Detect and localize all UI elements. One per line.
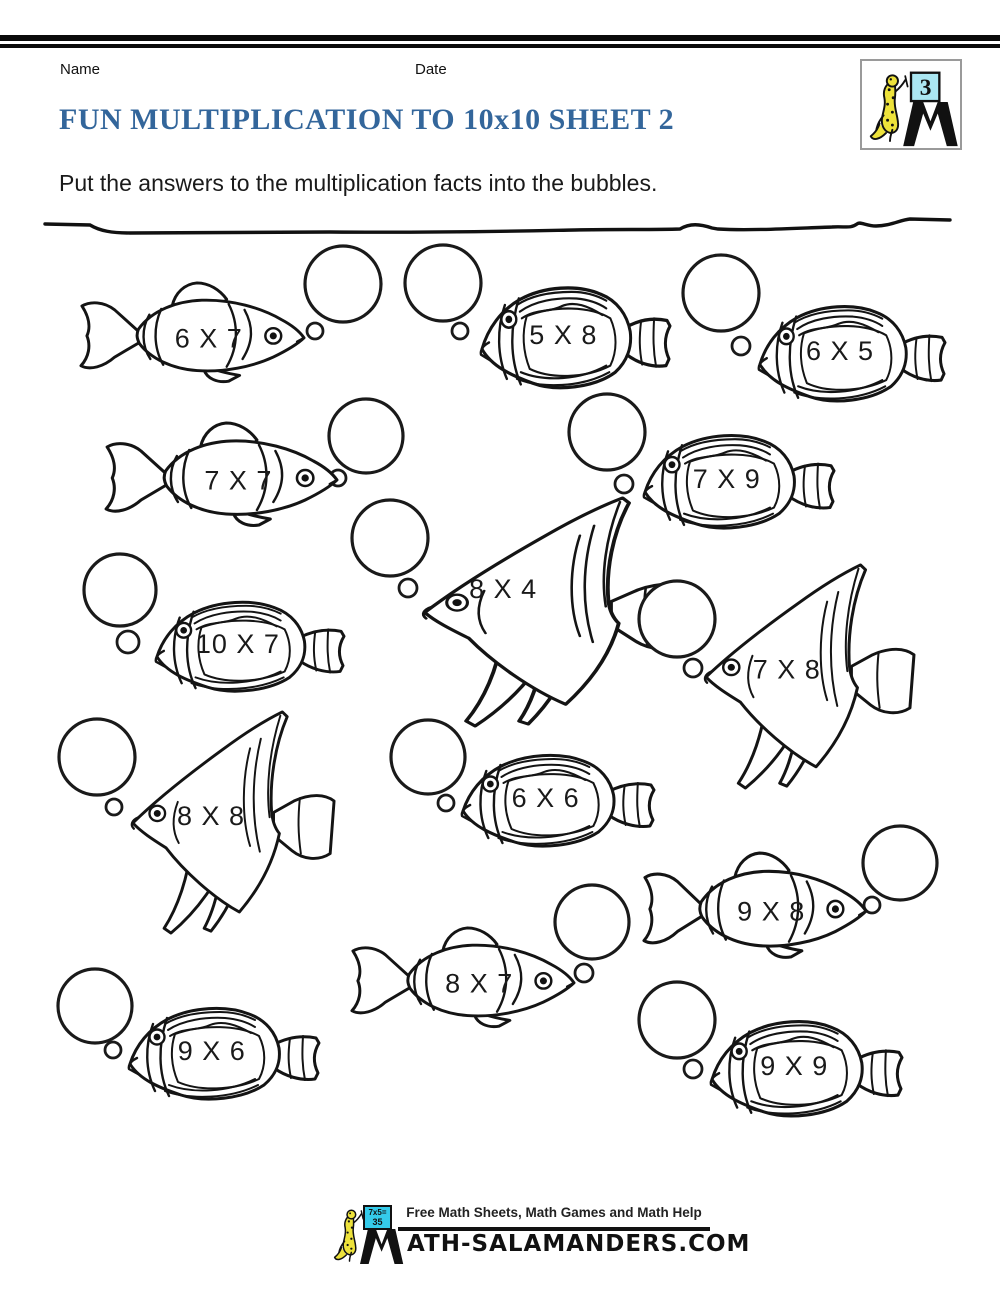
fish-10x7	[84, 554, 344, 691]
fish-8x7	[352, 885, 629, 1027]
small-bubble	[684, 1060, 702, 1078]
fact-label-9x6: 9 X 6	[177, 1036, 246, 1066]
grade-number: 3	[919, 75, 932, 102]
small-bubble	[307, 323, 323, 339]
answer-bubble-6x5[interactable]	[683, 255, 759, 331]
fact-label-8x8: 8 X 8	[176, 800, 246, 831]
answer-bubble-6x7[interactable]	[305, 246, 381, 322]
fish-6x7	[81, 246, 381, 382]
answer-bubble-9x9[interactable]	[639, 982, 715, 1058]
fact-label-6x7: 6 X 7	[174, 323, 243, 354]
small-bubble	[452, 323, 468, 339]
small-bubble	[575, 964, 593, 982]
answer-bubble-7x9[interactable]	[569, 394, 645, 470]
answer-bubble-8x4[interactable]	[352, 500, 428, 576]
fish-6x5	[683, 255, 945, 401]
m-logo-icon	[360, 1229, 403, 1264]
footer-tagline: Free Math Sheets, Math Games and Math Help	[406, 1205, 702, 1220]
water-surface-line	[45, 219, 950, 233]
fish-7x8	[639, 565, 914, 788]
grade-logo	[862, 61, 960, 148]
answer-bubble-5x8[interactable]	[405, 245, 481, 321]
fact-label-5x8: 5 X 8	[529, 319, 598, 350]
date-label: Date	[415, 61, 447, 78]
answer-bubble-6x6[interactable]	[391, 720, 465, 794]
m-logo-icon	[903, 102, 958, 146]
fish-layer	[58, 245, 945, 1116]
fact-label-7x9: 7 X 9	[692, 463, 761, 494]
site-name[interactable]: ATH-SALAMANDERS.COM	[407, 1231, 751, 1257]
fact-label-9x9: 9 X 9	[760, 1050, 829, 1081]
answer-bubble-10x7[interactable]	[84, 554, 156, 626]
fact-label-6x6: 6 X 6	[511, 783, 580, 813]
fact-label-8x4: 8 X 4	[469, 573, 538, 604]
fish-9x9	[639, 982, 902, 1116]
answer-bubble-8x7[interactable]	[555, 885, 629, 959]
fact-label-10x7: 10 X 7	[195, 629, 280, 660]
small-bubble	[732, 337, 750, 355]
name-label: Name	[60, 61, 101, 78]
top-double-rule	[0, 35, 1000, 48]
answer-bubble-9x8[interactable]	[863, 826, 937, 900]
fish-9x8	[644, 826, 937, 957]
small-bubble	[106, 799, 122, 815]
fact-label-9x8: 9 X 8	[737, 896, 806, 927]
fish-7x7	[106, 399, 403, 525]
salamander-icon	[871, 75, 908, 141]
small-bubble	[438, 795, 454, 811]
fact-label-8x7: 8 X 7	[445, 968, 514, 999]
fish-5x8	[405, 245, 670, 388]
small-bubble	[399, 579, 417, 597]
fact-label-6x5: 6 X 5	[805, 335, 875, 366]
fact-label-7x7: 7 X 7	[204, 465, 273, 496]
small-bubble	[684, 659, 702, 677]
answer-bubble-7x7[interactable]	[329, 399, 403, 473]
board-sum: 7x5=	[368, 1208, 387, 1217]
instruction-text: Put the answers to the multiplication facts into the bubbles.	[59, 170, 658, 196]
fish-6x6	[391, 720, 654, 846]
board-answer: 35	[372, 1217, 383, 1227]
salamander-icon	[335, 1210, 364, 1261]
answer-bubble-7x8[interactable]	[639, 581, 715, 657]
fact-label-7x8: 7 X 8	[752, 654, 821, 685]
small-bubble	[615, 475, 633, 493]
answer-bubble-9x6[interactable]	[58, 969, 132, 1043]
page-title: FUN MULTIPLICATION TO 10x10 SHEET 2	[59, 103, 675, 136]
fish-9x6	[58, 969, 319, 1099]
fish-8x8	[59, 712, 334, 933]
grade-logo-box	[860, 59, 962, 150]
answer-bubble-8x8[interactable]	[59, 719, 135, 795]
small-bubble	[105, 1042, 121, 1058]
small-bubble	[117, 631, 139, 653]
